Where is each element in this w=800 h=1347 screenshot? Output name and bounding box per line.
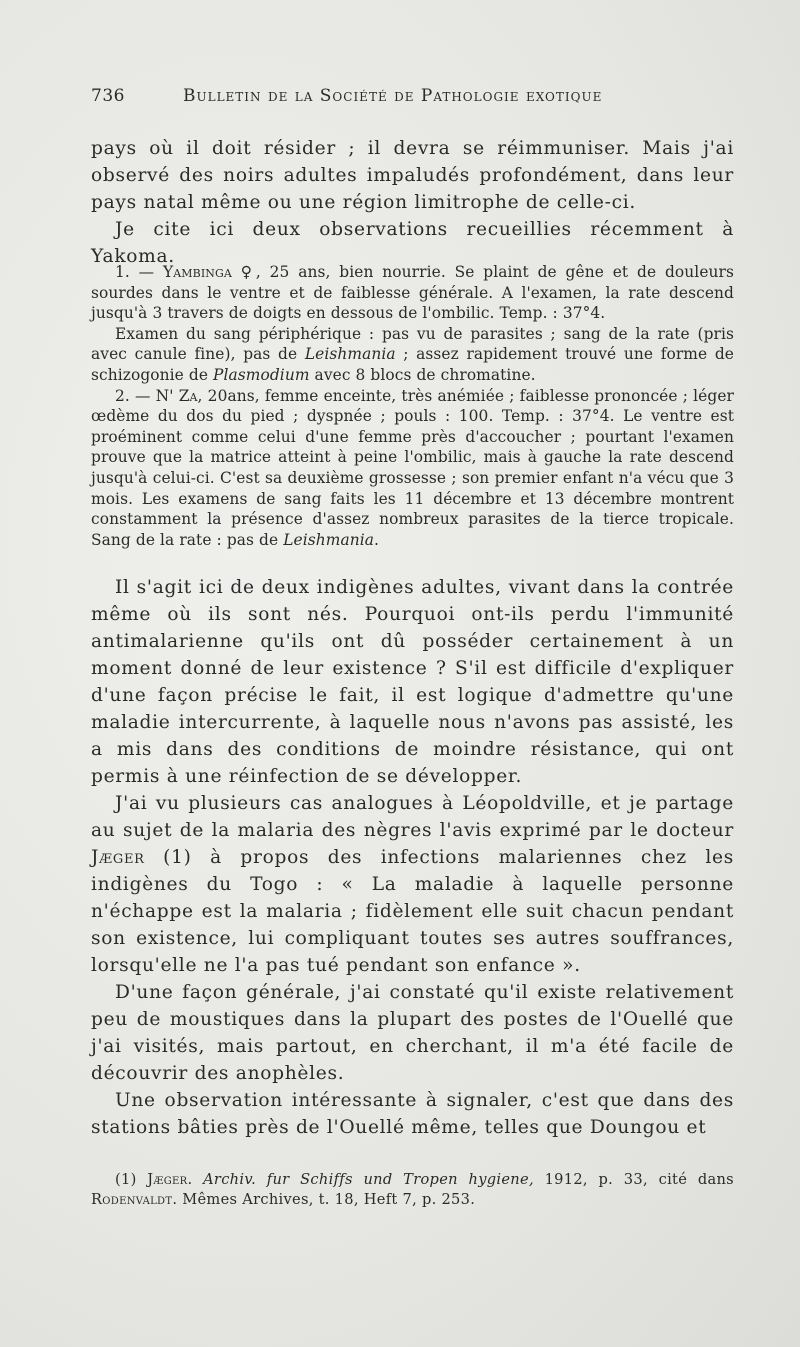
footnote-author-2: Rodenvaldt. (91, 1191, 178, 1208)
obs2-number: 2. — (115, 386, 151, 405)
paragraph-3: D'une façon générale, j'ai constaté qu'il existe relativement peu de moustiques dans la plupart des postes de l'Ouellé que j'ai visités, mais partout, en cherchant, il m'a été facile de découvrir des anophèles. (91, 982, 734, 1084)
obs1-text: ♀, 25 ans, bien nourrie. Se plaint de gêne et de douleurs sourdes dans le ventre et de faiblesse générale. A l'examen, la rate descend jusqu'à 3 travers de doigts en dessous de l'ombilic. Temp. : 37°4. (91, 263, 734, 323)
obs1-name: Yambinga (162, 263, 232, 281)
page-number: 736 (91, 86, 125, 106)
observation-2 (91, 386, 734, 551)
paragraph-4: Une observation intéressante à signaler, c'est que dans des stations bâties près de l'Ouellé même, telles que Doungou et (91, 1090, 734, 1138)
footnote-text-b: Mêmes Archives, t. 18, Heft 7, p. 253. (182, 1191, 476, 1208)
footnote-text-a: 1912, p. 33, cité dans (544, 1171, 734, 1188)
footnote-journal: Archiv. fur Schiffs und Tropen hygiene, (203, 1171, 534, 1188)
paragraph-1: Il s'agit ici de deux indigènes adultes, vivant dans la contrée même où ils sont nés. Pourquoi ont-ils perdu l'immunité antimalarienne qu'ils ont dû posséder certainement à un moment donné de leur existence ? S'il est difficile d'expliquer d'une façon précise le fait, il est logique d'admettre qu'une maladie intercurrente, à laquelle nous n'avons pas assisté, les a mis dans des conditions de moindre résistance, qui ont permis à une réinfection de se développer. (91, 577, 734, 787)
body-text (91, 574, 734, 1141)
obs1-exam-c: avec 8 blocs de chromatine. (314, 365, 536, 384)
observation-1-exam (91, 324, 734, 386)
intro-text: Je cite ici deux observations recueillies récemment à Yakoma. (91, 219, 734, 267)
obs2-leishmania: Leishmania (283, 530, 375, 549)
footnote (91, 1170, 734, 1210)
obs2-name: N' Za, (155, 386, 203, 405)
obs1-exam-a: Examen du sang périphérique : pas vu de parasites ; sang de la rate (pris avec canule fine), pas de (91, 324, 734, 364)
obs1-plasmodium: Plasmodium (213, 365, 310, 384)
paragraph-2 (91, 790, 734, 979)
running-title: Bulletin de la Société de Pathologie exotique (183, 86, 603, 106)
footnote-mark: (1) (115, 1171, 137, 1188)
obs2-text: 20ans, femme enceinte, très anémiée ; faiblesse prononcée ; léger œdème du dos du pied ; dyspnée ; pouls : 100. Temp. : 37°4. Le ventre est proéminent comme celui d'une femme près d'accoucher ; pourtant l'examen prouve que la matrice atteint à peine l'ombilic, mais à gauche la rate descend jusqu'à celui-ci. C'est sa deuxième grossesse ; son premier enfant n'a vécu que 3 mois. Les examens de sang faits les 11 décembre et 13 décembre montrent constamment la présence d'assez nombreux parasites de la tierce tropicale. Sang de la rate : pas de (91, 386, 734, 549)
obs1-leishmania: Leishmania (304, 345, 396, 364)
continuation-text: pays où il doit résider ; il devra se réimmuniser. Mais j'ai observé des noirs adultes impaludés profondément, dans leur pays natal même ou une région limitrophe de celle-ci. (91, 138, 734, 213)
obs1-exam-b: ; assez rapidement trouvé une forme de schizogonie de (91, 345, 734, 384)
observations-block (91, 262, 734, 550)
obs2-end: . (374, 530, 380, 549)
continuation-paragraph (91, 135, 734, 270)
para2-jaeger: Jæger (91, 847, 145, 868)
para2-text-a: J'ai vu plusieurs cas analogues à Léopoldville, et je partage au sujet de la malaria des nègres l'avis exprimé par le docteur (91, 793, 734, 841)
obs1-number: 1. — (115, 263, 155, 281)
footnote-text (91, 1170, 734, 1210)
footnote-author: Jæger. (147, 1171, 193, 1188)
para2-text-b: (1) à propos des infections malariennes chez les indigènes du Togo : « La maladie à laquelle personne n'échappe est la malaria ; fidèlement elle suit chacun pendant son existence, lui compliquant toutes ses autres souffrances, lorsqu'elle ne l'a pas tué pendant son enfance ». (91, 847, 734, 976)
observation-1 (91, 262, 734, 324)
